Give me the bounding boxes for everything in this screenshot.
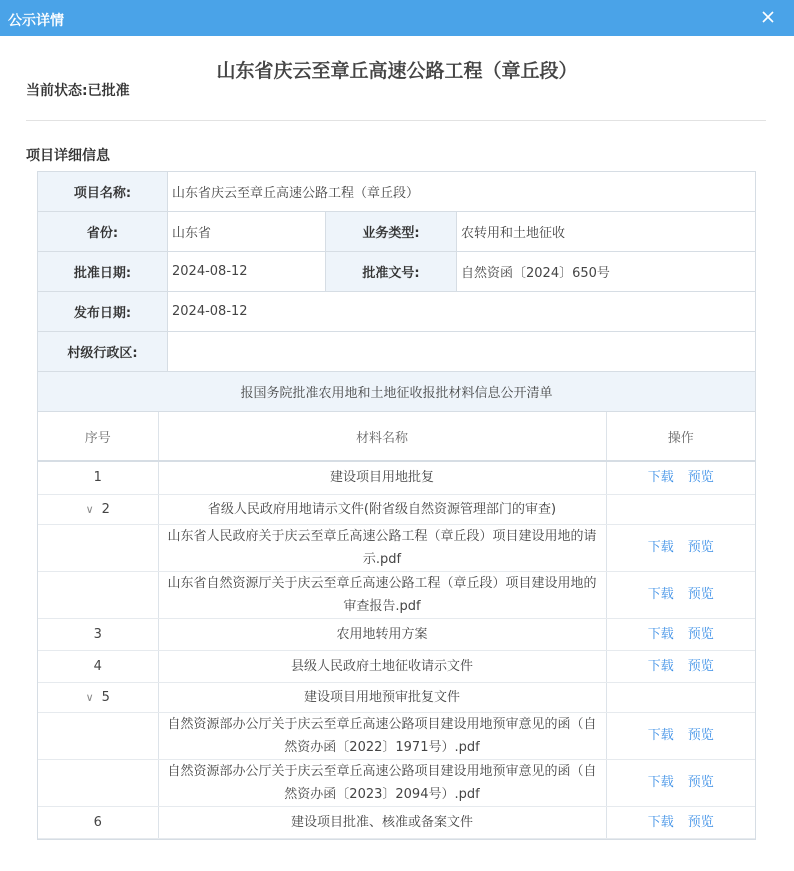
preview-link[interactable]: 预览	[687, 470, 714, 486]
project-info-table	[37, 171, 756, 840]
material-actions	[606, 524, 755, 571]
material-no-cell	[38, 806, 158, 838]
publish-date-label: 发布日期:	[38, 292, 168, 331]
section-title: 项目详细信息	[26, 148, 110, 164]
material-actions	[606, 650, 755, 682]
materials-header-row	[38, 412, 755, 461]
material-no-cell[interactable]	[38, 494, 158, 524]
approve-doc-label: 批准文号:	[326, 252, 457, 291]
material-row	[38, 524, 755, 571]
preview-link[interactable]: 预览	[687, 626, 714, 642]
material-actions	[606, 494, 755, 524]
close-icon[interactable]	[760, 9, 776, 25]
material-actions	[606, 571, 755, 618]
material-no-cell	[38, 524, 158, 571]
download-link[interactable]: 下载	[647, 540, 674, 555]
project-name-label: 项目名称:	[38, 172, 168, 211]
download-link[interactable]: 下载	[647, 728, 674, 743]
status-text: 当前状态:已批准	[26, 83, 130, 99]
download-link[interactable]: 下载	[647, 470, 674, 486]
material-no-cell	[38, 618, 158, 650]
material-no: 5	[101, 689, 110, 705]
village-label: 村级行政区:	[38, 332, 168, 371]
materials-table	[38, 412, 755, 839]
material-actions	[606, 806, 755, 838]
materials-list-banner: 报国务院批准农用地和土地征收报批材料信息公开清单	[38, 372, 755, 412]
material-no: 6	[93, 814, 102, 830]
material-row	[38, 571, 755, 618]
material-row	[38, 650, 755, 682]
col-header-no: 序号	[38, 412, 158, 461]
material-row	[38, 618, 755, 650]
material-actions	[606, 618, 755, 650]
material-row	[38, 806, 755, 838]
chevron-down-icon[interactable]: ∨	[85, 502, 94, 516]
material-no: 3	[93, 626, 102, 642]
download-link[interactable]: 下载	[647, 814, 674, 830]
publish-date-value: 2024-08-12	[172, 304, 248, 319]
material-actions	[606, 682, 755, 712]
col-header-name: 材料名称	[158, 412, 606, 461]
info-row-village	[38, 332, 755, 372]
biz-type-label: 业务类型:	[326, 212, 457, 251]
dialog-title: 公示详情	[8, 13, 64, 29]
material-row	[38, 461, 755, 494]
dialog-titlebar	[0, 0, 794, 36]
material-name: 县级人民政府土地征收请示文件	[158, 650, 606, 682]
material-no: 2	[101, 501, 110, 517]
material-name: 建设项目用地批复	[158, 461, 606, 494]
preview-link[interactable]: 预览	[687, 658, 714, 674]
download-link[interactable]: 下载	[647, 775, 674, 790]
material-name: 农用地转用方案	[158, 618, 606, 650]
material-actions	[606, 461, 755, 494]
page-title: 山东省庆云至章丘高速公路工程（章丘段）	[216, 60, 578, 82]
preview-link[interactable]: 预览	[687, 775, 714, 790]
material-row	[38, 682, 755, 712]
info-row-approve	[38, 252, 755, 292]
material-no: 4	[93, 658, 102, 674]
material-actions	[606, 759, 755, 806]
info-row-publish	[38, 292, 755, 332]
material-actions	[606, 712, 755, 759]
download-link[interactable]: 下载	[647, 587, 674, 602]
material-no-cell	[38, 571, 158, 618]
info-row-project-name	[38, 172, 755, 212]
approve-date-label: 批准日期:	[38, 252, 168, 291]
material-row	[38, 759, 755, 806]
approve-doc-value: 自然资函〔2024〕650号	[461, 266, 610, 281]
material-name: 建设项目批准、核准或备案文件	[158, 806, 606, 838]
material-row	[38, 712, 755, 759]
material-no-cell	[38, 712, 158, 759]
material-no-cell	[38, 650, 158, 682]
material-name: 建设项目用地预审批复文件	[158, 682, 606, 712]
material-row	[38, 494, 755, 524]
material-no-cell	[38, 461, 158, 494]
material-no-cell	[38, 759, 158, 806]
preview-link[interactable]: 预览	[687, 587, 714, 602]
download-link[interactable]: 下载	[647, 658, 674, 674]
province-label: 省份:	[38, 212, 168, 251]
material-no-cell[interactable]	[38, 682, 158, 712]
info-row-province	[38, 212, 755, 252]
material-name: 山东省人民政府关于庆云至章丘高速公路工程（章丘段）项目建设用地的请示.pdf	[158, 524, 606, 571]
material-name: 自然资源部办公厅关于庆云至章丘高速公路项目建设用地预审意见的函（自然资办函〔2023〕2094号）.pdf	[158, 759, 606, 806]
download-link[interactable]: 下载	[647, 626, 674, 642]
preview-link[interactable]: 预览	[687, 814, 714, 830]
materials-body	[38, 461, 755, 838]
divider	[26, 120, 766, 121]
biz-type-value: 农转用和土地征收	[461, 226, 566, 241]
material-no: 1	[93, 470, 102, 486]
material-name: 自然资源部办公厅关于庆云至章丘高速公路项目建设用地预审意见的函（自然资办函〔2022〕1971号）.pdf	[158, 712, 606, 759]
province-value: 山东省	[168, 212, 326, 251]
material-name: 省级人民政府用地请示文件(附省级自然资源管理部门的审查)	[158, 494, 606, 524]
col-header-action: 操作	[606, 412, 755, 461]
approve-date-value: 2024-08-12	[168, 252, 326, 291]
preview-link[interactable]: 预览	[687, 540, 714, 555]
material-name: 山东省自然资源厅关于庆云至章丘高速公路工程（章丘段）项目建设用地的审查报告.pdf	[158, 571, 606, 618]
preview-link[interactable]: 预览	[687, 728, 714, 743]
village-value	[168, 332, 755, 371]
project-name-value: 山东省庆云至章丘高速公路工程（章丘段）	[172, 186, 420, 201]
chevron-down-icon[interactable]: ∨	[85, 690, 94, 704]
